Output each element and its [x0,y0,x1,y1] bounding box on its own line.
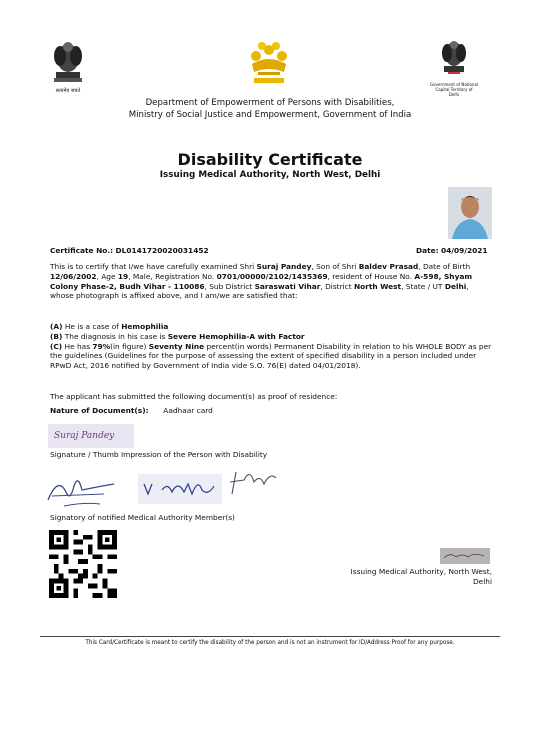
certificate-date-value: 04/09/2021 [440,246,488,255]
footer-note: This Card/Certificate is meant to certify the disability of the person and is not an instrument for ID/Address Proof for any purpose. [85,640,455,646]
department-line-2: Ministry of Social Justice and Empowerment, Government of India [128,110,412,120]
diagnosis: Severe Hemophilia-A with Factor [167,331,305,341]
disability-percent: 79% [92,341,111,351]
text: percent(in words) Permanent Disability in relation to his WHOLE BODY as per the guidelines (Guidelines for the purpose of assessing the extent of specified disability in a person included under RPwD Act, 2016 notified by Government of India vide S.O. 76(E) dated 04/01/2018). [50,341,492,371]
finding-c [50,342,492,371]
finding-a [50,322,492,332]
certificate-date [416,246,488,256]
finding-label: (C) [50,341,63,351]
finding-label: (B) [50,331,63,341]
nature-value: Aadhaar card [163,406,213,415]
nature-label: Nature of Document(s): [50,406,149,415]
text: , Male, Registration No. [128,271,217,281]
applicant-photo [448,187,492,239]
text: He is a case of [62,322,122,331]
text: , resident of House No. [327,271,415,281]
state: Delhi [444,281,467,291]
date-of-birth: 12/06/2002 [50,271,97,281]
text: , Sub District [204,281,255,291]
sugamya-bharat-logo [244,38,294,86]
footer-divider [40,636,500,637]
certification-paragraph [50,262,492,301]
disability-type: Hemophilia [121,322,169,331]
district: North West [353,281,402,291]
certificate-date-label: Date: [416,246,439,255]
department-line-1: Department of Empowerment of Persons with Disabilities, [145,98,395,108]
nature-of-document [50,406,213,416]
text: , Age [96,271,118,281]
page-title: Disability Certificate [177,150,363,169]
disability-percent-words: Seventy Nine [148,341,205,351]
text: , Son of Shri [311,262,359,271]
applicant-signature-caption: Signature / Thumb Impression of the Person with Disability [50,450,268,459]
text: This is to certify that I/we have carefully examined Shri [50,262,257,271]
emblem-left-caption: सत्यमेव जयते [55,88,81,94]
finding-b [50,332,492,342]
house-address: A-598, Shyam Colony Phase-2, Budh Vihar - 110086 [50,271,473,291]
member-signature-2 [138,474,222,504]
national-emblem-logo [50,38,86,93]
applicant-signature-text: Suraj Pandey [54,431,115,441]
text: (in figure) [110,341,149,351]
text: , District [320,281,354,291]
text: He has [62,341,93,351]
issuing-authority-caption: Issuing Medical Authority, North West, Delhi [350,567,492,586]
authority-signature-stamp [440,548,490,564]
sub-district: Saraswati Vihar [254,281,321,291]
certificate-number-label: Certificate No.: [50,246,114,255]
page-subtitle: Issuing Medical Authority, North West, Delhi [159,170,381,180]
emblem-right-caption: Government of National Capital Territory of Delhi [430,82,479,97]
qr-code [48,530,118,598]
registration-number: 0701/00000/2102/1435369 [216,271,328,281]
text: , State / UT [401,281,445,291]
applicant-signature [48,424,134,448]
text: , whose photograph is affixed above, and I am/we are satisfied that: [50,281,469,301]
delhi-govt-emblem-logo [430,38,479,97]
certificate-number-value: DL0141720020031452 [115,246,209,255]
certificate-number [50,246,209,256]
age: 19 [117,271,129,281]
member-signature-caption: Signatory of notified Medical Authority Member(s) [50,513,235,522]
text: The diagnosis in his case is [62,331,168,341]
findings-section [50,322,492,371]
member-signature-1 [44,466,124,510]
finding-label: (A) [50,322,63,331]
text: , Date of Birth [418,262,471,271]
father-name: Baldev Prasad [358,262,419,271]
member-signature-3 [226,464,280,500]
documents-submitted-text: The applicant has submitted the following document(s) as proof of residence: [50,392,338,401]
applicant-name: Suraj Pandey [256,262,312,271]
